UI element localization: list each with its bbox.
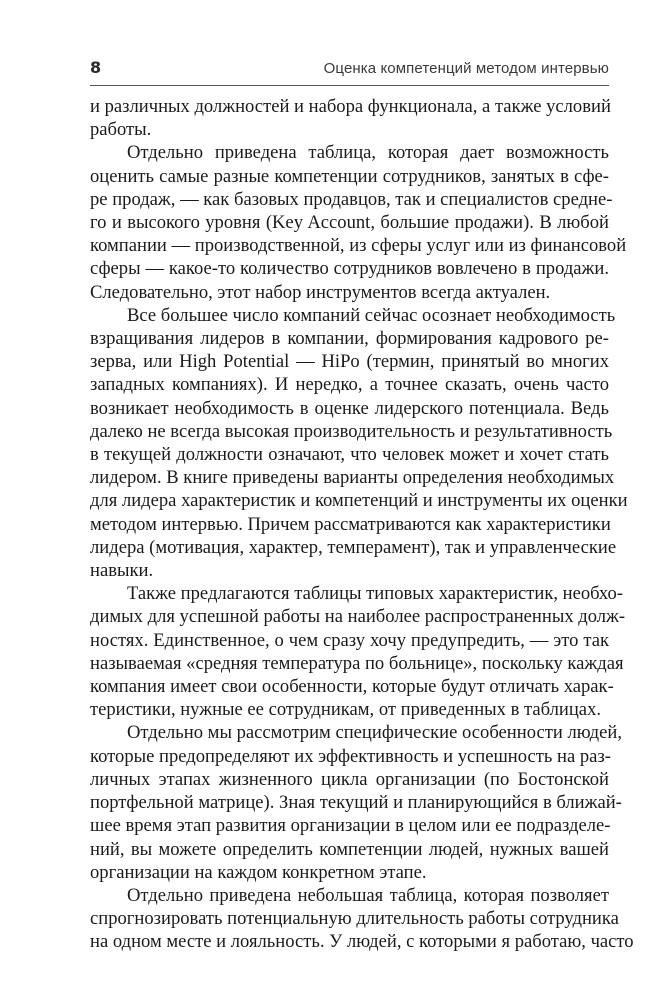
text-line: работы. [90, 119, 152, 141]
text-line: взращивания лидеров в компании, формирования кадрового ре- [90, 328, 609, 350]
text-line: Все большее число компаний сейчас осознает необходимость [127, 304, 616, 326]
paragraph [90, 884, 634, 954]
text-line: го и высокого уровня (Key Account, большие продажи). В любой [90, 212, 609, 234]
text-line: лидера (мотивация, характер, темперамент), так и управленческие [90, 536, 617, 558]
text-line: возникает необходимость в оценке лидерского потенциала. Ведь [90, 397, 609, 419]
text-line: для лидера характеристик и компетенций и инструменты их оценки [90, 490, 628, 512]
paragraph [90, 95, 609, 141]
paragraph [90, 721, 622, 883]
page-number: 8 [90, 58, 102, 77]
text-line: ностях. Единственное, о чем сразу хочу предупредить, — это так [90, 629, 609, 651]
text-line: на одном месте и лояльность. У людей, с которыми я работаю, часто [90, 931, 634, 953]
text-line: Отдельно мы рассмотрим специфические особенности людей, [127, 722, 622, 744]
text-line: оценить самые разные компетенции сотрудников, занятых в сфе- [90, 165, 609, 187]
text-line: далеко не всегда высокая производительность и результативность [90, 420, 613, 442]
running-header [90, 52, 609, 86]
text-line: Также предлагаются таблицы типовых характеристик, необхо- [127, 583, 623, 605]
body-text [90, 95, 634, 954]
running-header-title: Оценка компетенций методом интервью [323, 60, 609, 77]
text-line: называемая «средняя температура по больнице», поскольку каждая [90, 652, 624, 674]
text-line: личных этапах жизненного цикла организации (по Бостонской [90, 768, 609, 790]
text-line: навыки. [90, 560, 154, 582]
paragraph [90, 582, 626, 721]
text-line: спрогнозировать потенциальную длительность работы сотрудника [90, 908, 619, 930]
text-line: шее время этап развития организации в целом или ее подразделе- [90, 815, 611, 837]
text-line: зерва, или High Potential — HiPo (термин, принятый во многих [90, 351, 609, 373]
text-line: ре продаж, — как базовых продавцов, так и специалистов средне- [90, 188, 613, 210]
text-line: методом интервью. Причем рассматриваются как характеристики [90, 513, 611, 535]
paragraph [90, 141, 627, 303]
text-line: компании — производственной, из сферы услуг или из финансовой [90, 235, 627, 257]
text-line: западных компаниях). И нередко, а точнее сказать, очень часто [90, 374, 609, 396]
text-line: сферы — какое-то количество сотрудников вовлечено в продажи. [90, 258, 609, 280]
text-line: теристики, нужные ее сотрудникам, от приведенных в таблицах. [90, 699, 602, 721]
text-line: димых для успешной работы на наиболее распространенных долж- [90, 606, 626, 628]
text-line: в текущей должности означают, что человек может и хочет стать [90, 444, 609, 466]
text-line: которые предопределяют их эффективность и успешность на раз- [90, 745, 611, 767]
text-line: Отдельно приведена небольшая таблица, которая позволяет [127, 884, 609, 906]
paragraph [90, 304, 628, 582]
text-line: портфельной матрице). Зная текущий и планирующийся в ближай- [90, 792, 622, 814]
text-line: и различных должностей и набора функционала, а также условий [90, 96, 611, 117]
text-line: организации на каждом конкретном этапе. [90, 861, 427, 883]
text-line: Отдельно приведена таблица, которая дает возможность [127, 142, 609, 164]
text-line: ний, вы можете определить компетенции людей, нужных вашей [90, 838, 609, 860]
text-line: лидером. В книге приведены варианты определения необходимых [90, 467, 615, 489]
text-line: компания имеет свои особенности, которые будут отличать харак- [90, 676, 614, 698]
text-line: Следовательно, этот набор инструментов всегда актуален. [90, 281, 551, 303]
